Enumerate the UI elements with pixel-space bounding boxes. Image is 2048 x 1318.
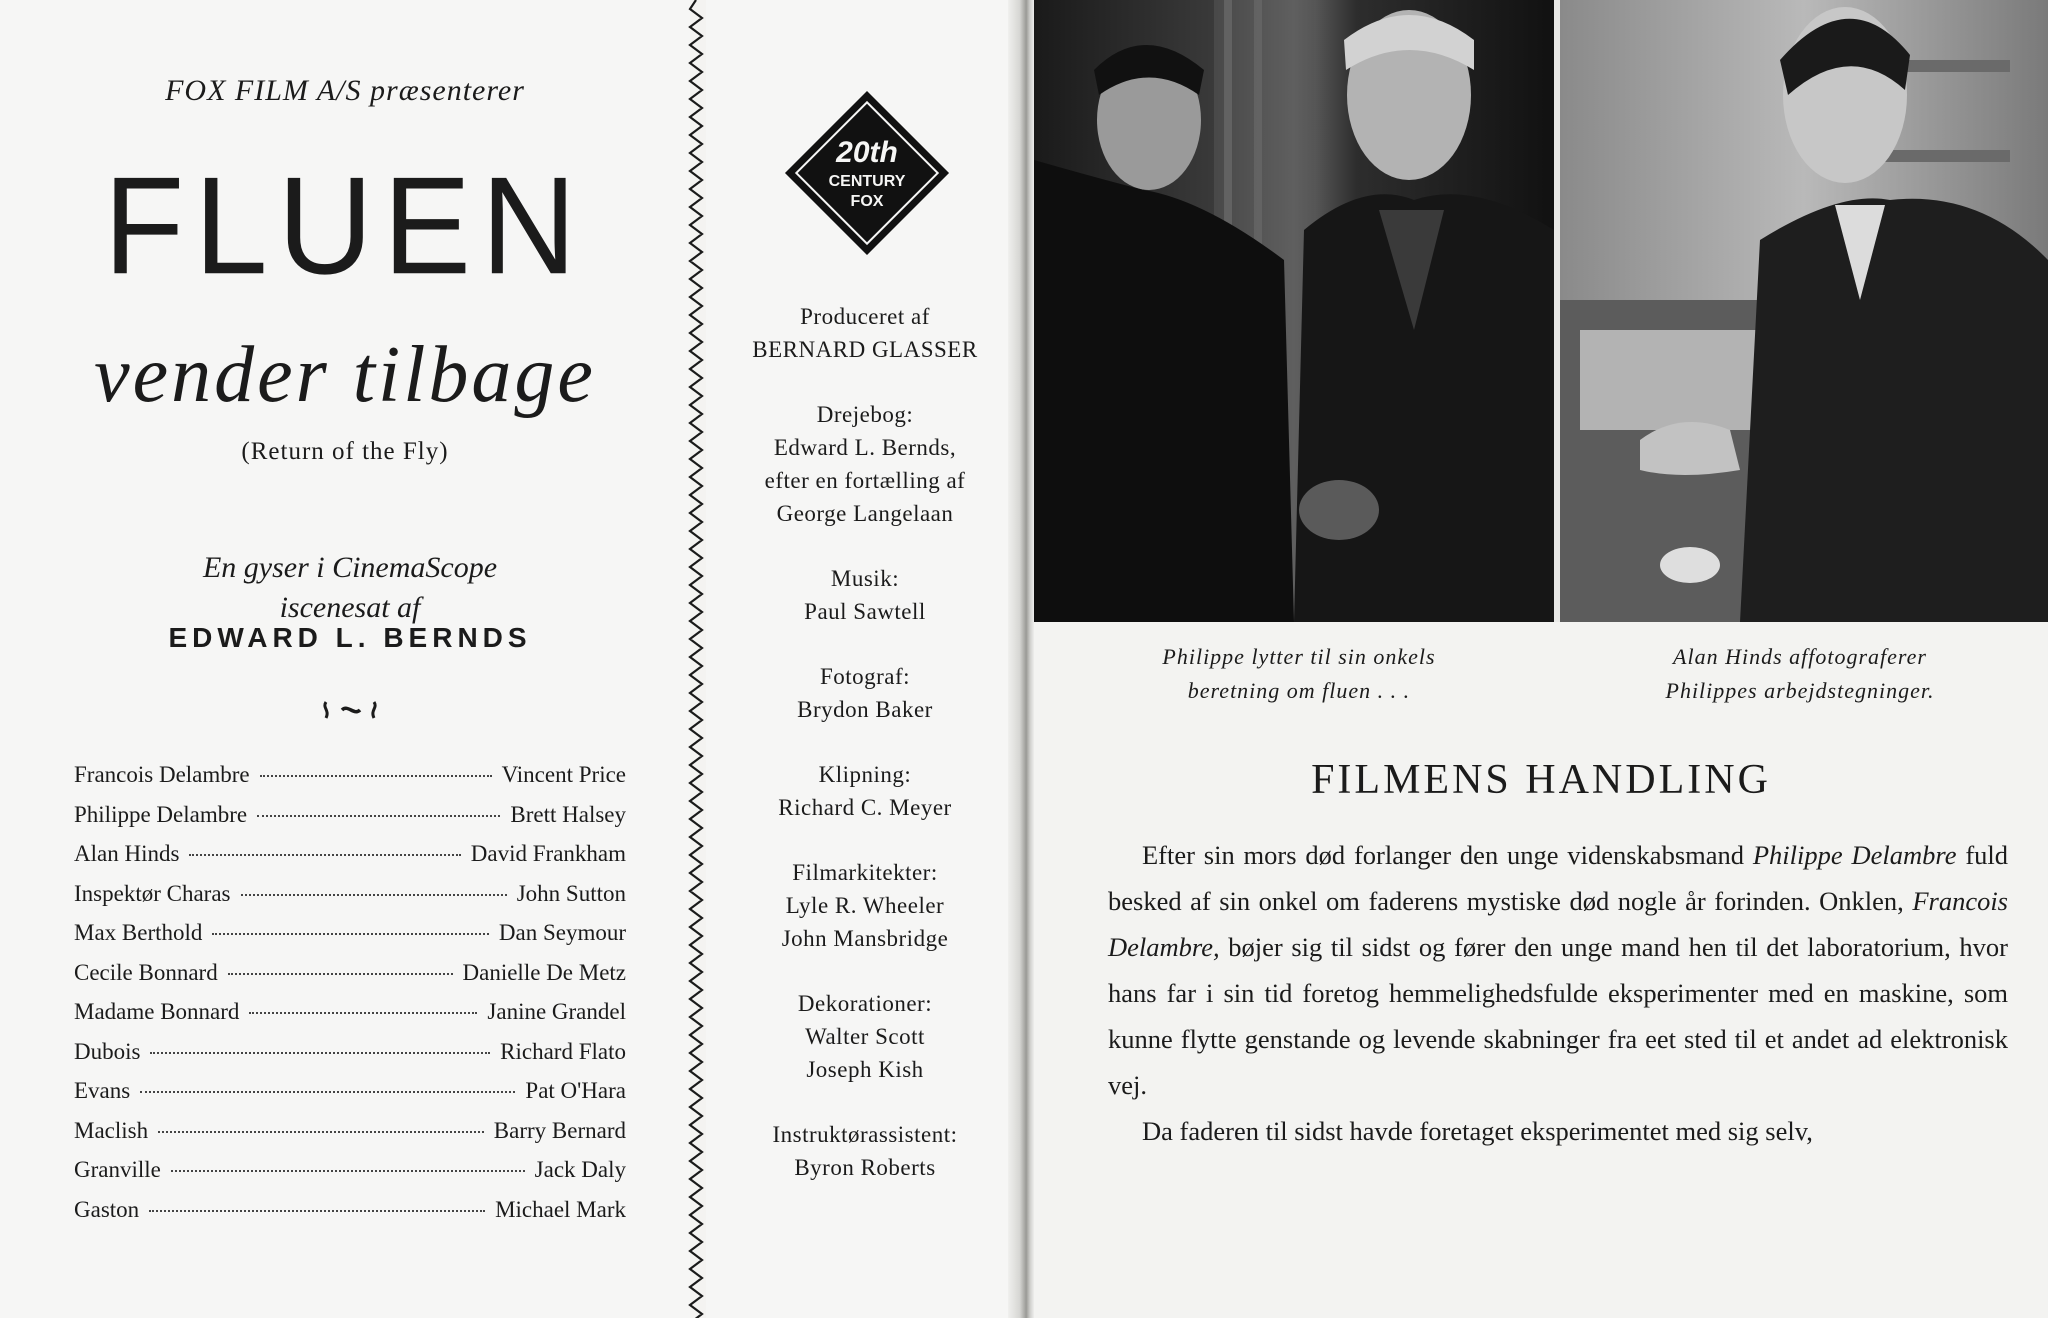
plot-paragraph-1 (1108, 832, 2008, 1108)
cast-row (74, 762, 626, 802)
film-still-philippe-and-uncle (1034, 0, 1554, 622)
dot-leader (150, 1052, 490, 1054)
credit-name: John Mansbridge (781, 926, 949, 951)
credit-block (706, 1118, 1024, 1184)
character-name: Francois Delambre, (1108, 886, 2008, 962)
caption-2-line-2: Philippes arbejdstegninger. (1665, 678, 1935, 703)
genre-text: En gyser i CinemaScope (202, 551, 498, 584)
actor-name: David Frankham (470, 841, 626, 866)
ornament-icon (320, 698, 380, 722)
dot-leader (241, 894, 507, 896)
credit-block (706, 856, 1024, 955)
actor-name: John Sutton (516, 880, 626, 906)
credits-panel (706, 0, 1024, 1318)
cast-row (74, 920, 626, 960)
role-name: Gaston (74, 1196, 140, 1222)
role-name: Inspektør Charas (74, 880, 231, 906)
cast-row (74, 881, 626, 921)
credit-block (706, 758, 1024, 824)
role-name: Madame Bonnard (74, 999, 240, 1024)
role-name: Evans (74, 1078, 131, 1103)
character-name: Philippe Delambre (1752, 840, 1957, 870)
cast-row (74, 1039, 626, 1079)
credit-name: George Langelaan (776, 501, 954, 526)
director-name: EDWARD L. BERNDS (168, 622, 532, 653)
cast-list (74, 762, 626, 1236)
logo-line3: FOX (850, 193, 884, 210)
dot-leader (189, 854, 460, 856)
credit-name: BERNARD GLASSER (752, 337, 978, 362)
cast-row (74, 1157, 626, 1197)
plot-text-run: Efter sin mors død forlanger den unge videnskabsmand (1142, 840, 1753, 870)
cast-row (74, 1197, 626, 1237)
logo-line2: CENTURY (828, 173, 906, 190)
actor-name: Jack Daly (534, 1157, 626, 1182)
actor-name: Barry Bernard (493, 1117, 626, 1143)
actor-name: Pat O'Hara (525, 1078, 626, 1103)
dot-leader (228, 973, 453, 975)
film-still-alan-hinds (1560, 0, 2048, 622)
credit-name: Brydon Baker (797, 697, 933, 722)
actor-name: Michael Mark (495, 1196, 626, 1222)
credit-name: Richard C. Meyer (778, 795, 952, 820)
credits-list (706, 300, 1024, 1216)
credit-name: Walter Scott (805, 1024, 925, 1049)
cast-row (74, 1118, 626, 1158)
role-name: Dubois (74, 1038, 141, 1064)
credit-block (706, 660, 1024, 726)
actor-name: Vincent Price (501, 762, 626, 787)
credit-name: Joseph Kish (806, 1057, 924, 1082)
film-title: FLUEN (103, 148, 587, 303)
dot-leader (158, 1131, 484, 1133)
credit-label: Produceret af (800, 304, 930, 329)
credit-label: Filmarkitekter: (792, 860, 938, 885)
dot-leader (149, 1210, 485, 1212)
dot-leader (212, 933, 488, 935)
role-name: Cecile Bonnard (74, 959, 218, 985)
credit-block (706, 562, 1024, 628)
section-heading: FILMENS HANDLING (1311, 757, 1771, 803)
role-name: Francois Delambre (74, 762, 250, 787)
twentieth-century-fox-logo (784, 90, 950, 256)
film-subtitle: vender tilbage (94, 331, 596, 419)
plot-page (1034, 0, 2048, 1318)
plot-text-run: bøjer sig til sidst og fører den unge mand hen til det laboratorium, hvor hans far i sin tid foretog hemmelighedsfulde eksperimenter med en maskine, som kunne flytte genstande og levende skabninger fra eet sted til et andet ad elektronisk vej. (1108, 932, 2008, 1100)
actor-name: Richard Flato (500, 1038, 626, 1064)
genre-line (0, 548, 700, 628)
actor-name: Danielle De Metz (462, 959, 626, 985)
caption-1-line-1: Philippe lytter til sin onkels (1162, 644, 1436, 669)
page-fold (1008, 0, 1034, 1318)
credit-name: Paul Sawtell (804, 599, 926, 624)
credit-block (706, 300, 1024, 366)
zigzag-divider (686, 0, 706, 1318)
dot-leader (260, 775, 492, 777)
dot-leader (171, 1170, 525, 1172)
credit-name: efter en fortælling af (764, 468, 966, 493)
credit-label: Fotograf: (819, 664, 911, 689)
actor-name: Janine Grandel (487, 999, 626, 1024)
cast-row (74, 841, 626, 881)
logo-line1: 20th (836, 136, 898, 169)
cast-row (74, 802, 626, 842)
credit-name: Byron Roberts (794, 1155, 936, 1180)
presenter-line: FOX FILM A/S præsenterer (165, 74, 525, 107)
plot-text-run: fuld besked af sin onkel om faderens mystiske død nogle år forinden. Onklen, (1108, 840, 2009, 916)
photo-caption-2 (1580, 640, 2020, 708)
credit-name: Edward L. Bernds, (773, 435, 957, 460)
dot-leader (249, 1012, 477, 1014)
cast-row (74, 999, 626, 1039)
actor-name: Brett Halsey (510, 801, 626, 827)
plot-paragraph-2: Da faderen til sidst havde foretaget eksperimentet med sig selv, (1142, 1116, 1813, 1146)
directed-by-text: iscenesat af (279, 591, 421, 624)
zigzag-line (690, 0, 702, 1318)
credit-label: Dekorationer: (797, 991, 933, 1016)
role-name: Maclish (74, 1117, 149, 1143)
role-name: Granville (74, 1157, 161, 1182)
actor-name: Dan Seymour (498, 920, 626, 945)
photo-caption-1 (1064, 640, 1534, 708)
cast-row (74, 1078, 626, 1118)
cast-row (74, 960, 626, 1000)
plot-text (1108, 832, 2008, 1154)
role-name: Philippe Delambre (74, 801, 248, 827)
role-name: Alan Hinds (74, 841, 180, 866)
credit-label: Musik: (830, 566, 900, 591)
credit-label: Instruktørassistent: (772, 1122, 958, 1147)
caption-1-line-2: beretning om fluen . . . (1187, 678, 1411, 703)
credit-name: Lyle R. Wheeler (785, 893, 945, 918)
dot-leader (257, 815, 500, 817)
dot-leader (140, 1091, 515, 1093)
role-name: Max Berthold (74, 920, 203, 945)
credit-block (706, 398, 1024, 530)
credit-block (706, 987, 1024, 1086)
cast-panel (0, 0, 690, 1318)
credit-label: Drejebog: (816, 402, 914, 427)
original-title: (Return of the Fly) (241, 438, 449, 465)
credit-label: Klipning: (818, 762, 912, 787)
caption-2-line-1: Alan Hinds affotograferer (1673, 644, 1927, 669)
